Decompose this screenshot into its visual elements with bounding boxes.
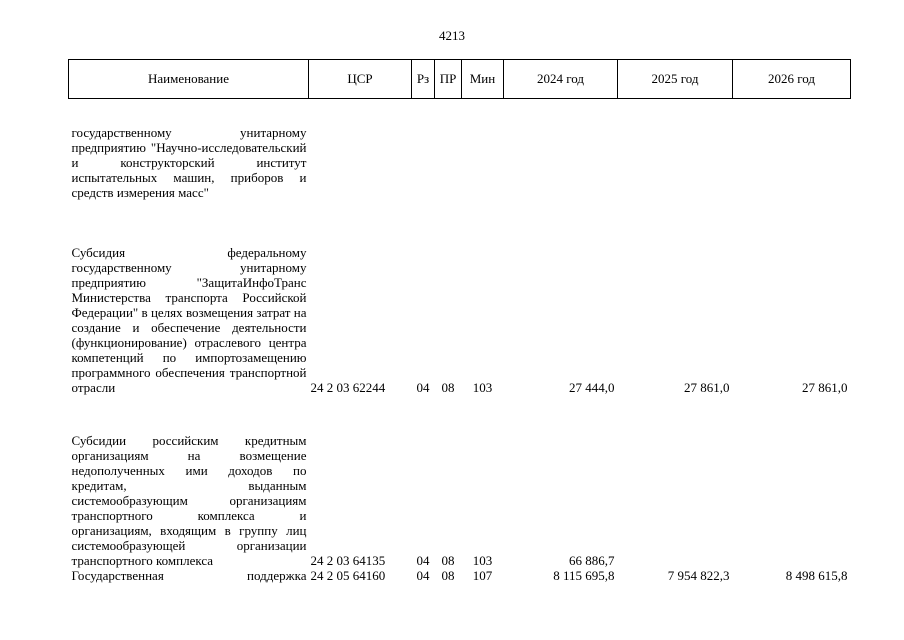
table-row: [69, 200, 851, 395]
row-2025: 7 954 822,3: [667, 568, 730, 583]
header-name: Наименование: [69, 60, 309, 99]
row-min: 107: [472, 568, 493, 583]
row-rz: [412, 99, 435, 201]
row-2026: 8 498 615,8: [785, 568, 848, 583]
row-min: 103: [472, 553, 493, 568]
row-rz: 04: [416, 380, 430, 395]
row-2024: [504, 99, 618, 201]
table-row: [69, 395, 851, 568]
row-2025: [618, 99, 733, 201]
row-rz: 04: [416, 553, 430, 568]
row-2026: [733, 99, 851, 201]
budget-table: [68, 59, 851, 583]
table-row: [69, 99, 851, 201]
row-2026: [733, 395, 851, 568]
row-pr: 08: [441, 568, 455, 583]
row-name: Субсидия федеральному государственному унитарному предприятию "ЗащитаИнфоТранс Министерства транспорта Российской Федерации" в целях возмещения затрат на создание и обеспечение деятельности (функционирование) отраслевого центра компетенций по импортозамещению программного обеспечения транспортной отрасли: [71, 245, 307, 395]
header-pr: ПР: [435, 60, 462, 99]
row-pr: 08: [441, 553, 455, 568]
row-pr: 08: [441, 380, 455, 395]
row-min: 103: [472, 380, 493, 395]
row-csr: [309, 99, 412, 201]
header-2024: 2024 год: [504, 60, 618, 99]
row-2024: 8 115 695,8: [553, 568, 615, 583]
header-min: Мин: [462, 60, 504, 99]
row-pr: [435, 99, 462, 201]
table-header: [69, 60, 851, 99]
row-csr: 24 2 05 64160: [310, 568, 386, 583]
row-2025: [618, 395, 733, 568]
row-name: государственному унитарному предприятию "Научно-исследовательский и конструкторский институт испытательных машин, приборов и средств измерения масс": [71, 125, 307, 200]
row-min: [462, 99, 504, 201]
row-rz: 04: [416, 568, 430, 583]
header-2026: 2026 год: [733, 60, 851, 99]
row-2024: 66 886,7: [569, 553, 615, 568]
row-2024: 27 444,0: [569, 380, 615, 395]
page-number: 4213: [439, 28, 465, 43]
header-rz: Рз: [412, 60, 435, 99]
row-name: Государственная поддержка: [71, 568, 307, 583]
header-2025: 2025 год: [618, 60, 733, 99]
row-csr: 24 2 03 62244: [310, 380, 386, 395]
row-2026: 27 861,0: [802, 380, 848, 395]
row-2025: 27 861,0: [684, 380, 730, 395]
header-csr: ЦСР: [309, 60, 412, 99]
row-name: Субсидии российским кредитным организациям на возмещение недополученных ими доходов по кредитам, выданным системообразующим организациям транспортного комплекса и организациям, входящим в группу лиц системообразующей организации транспортного комплекса: [71, 433, 307, 568]
row-csr: 24 2 03 64135: [310, 553, 386, 568]
table-row: [69, 568, 851, 583]
